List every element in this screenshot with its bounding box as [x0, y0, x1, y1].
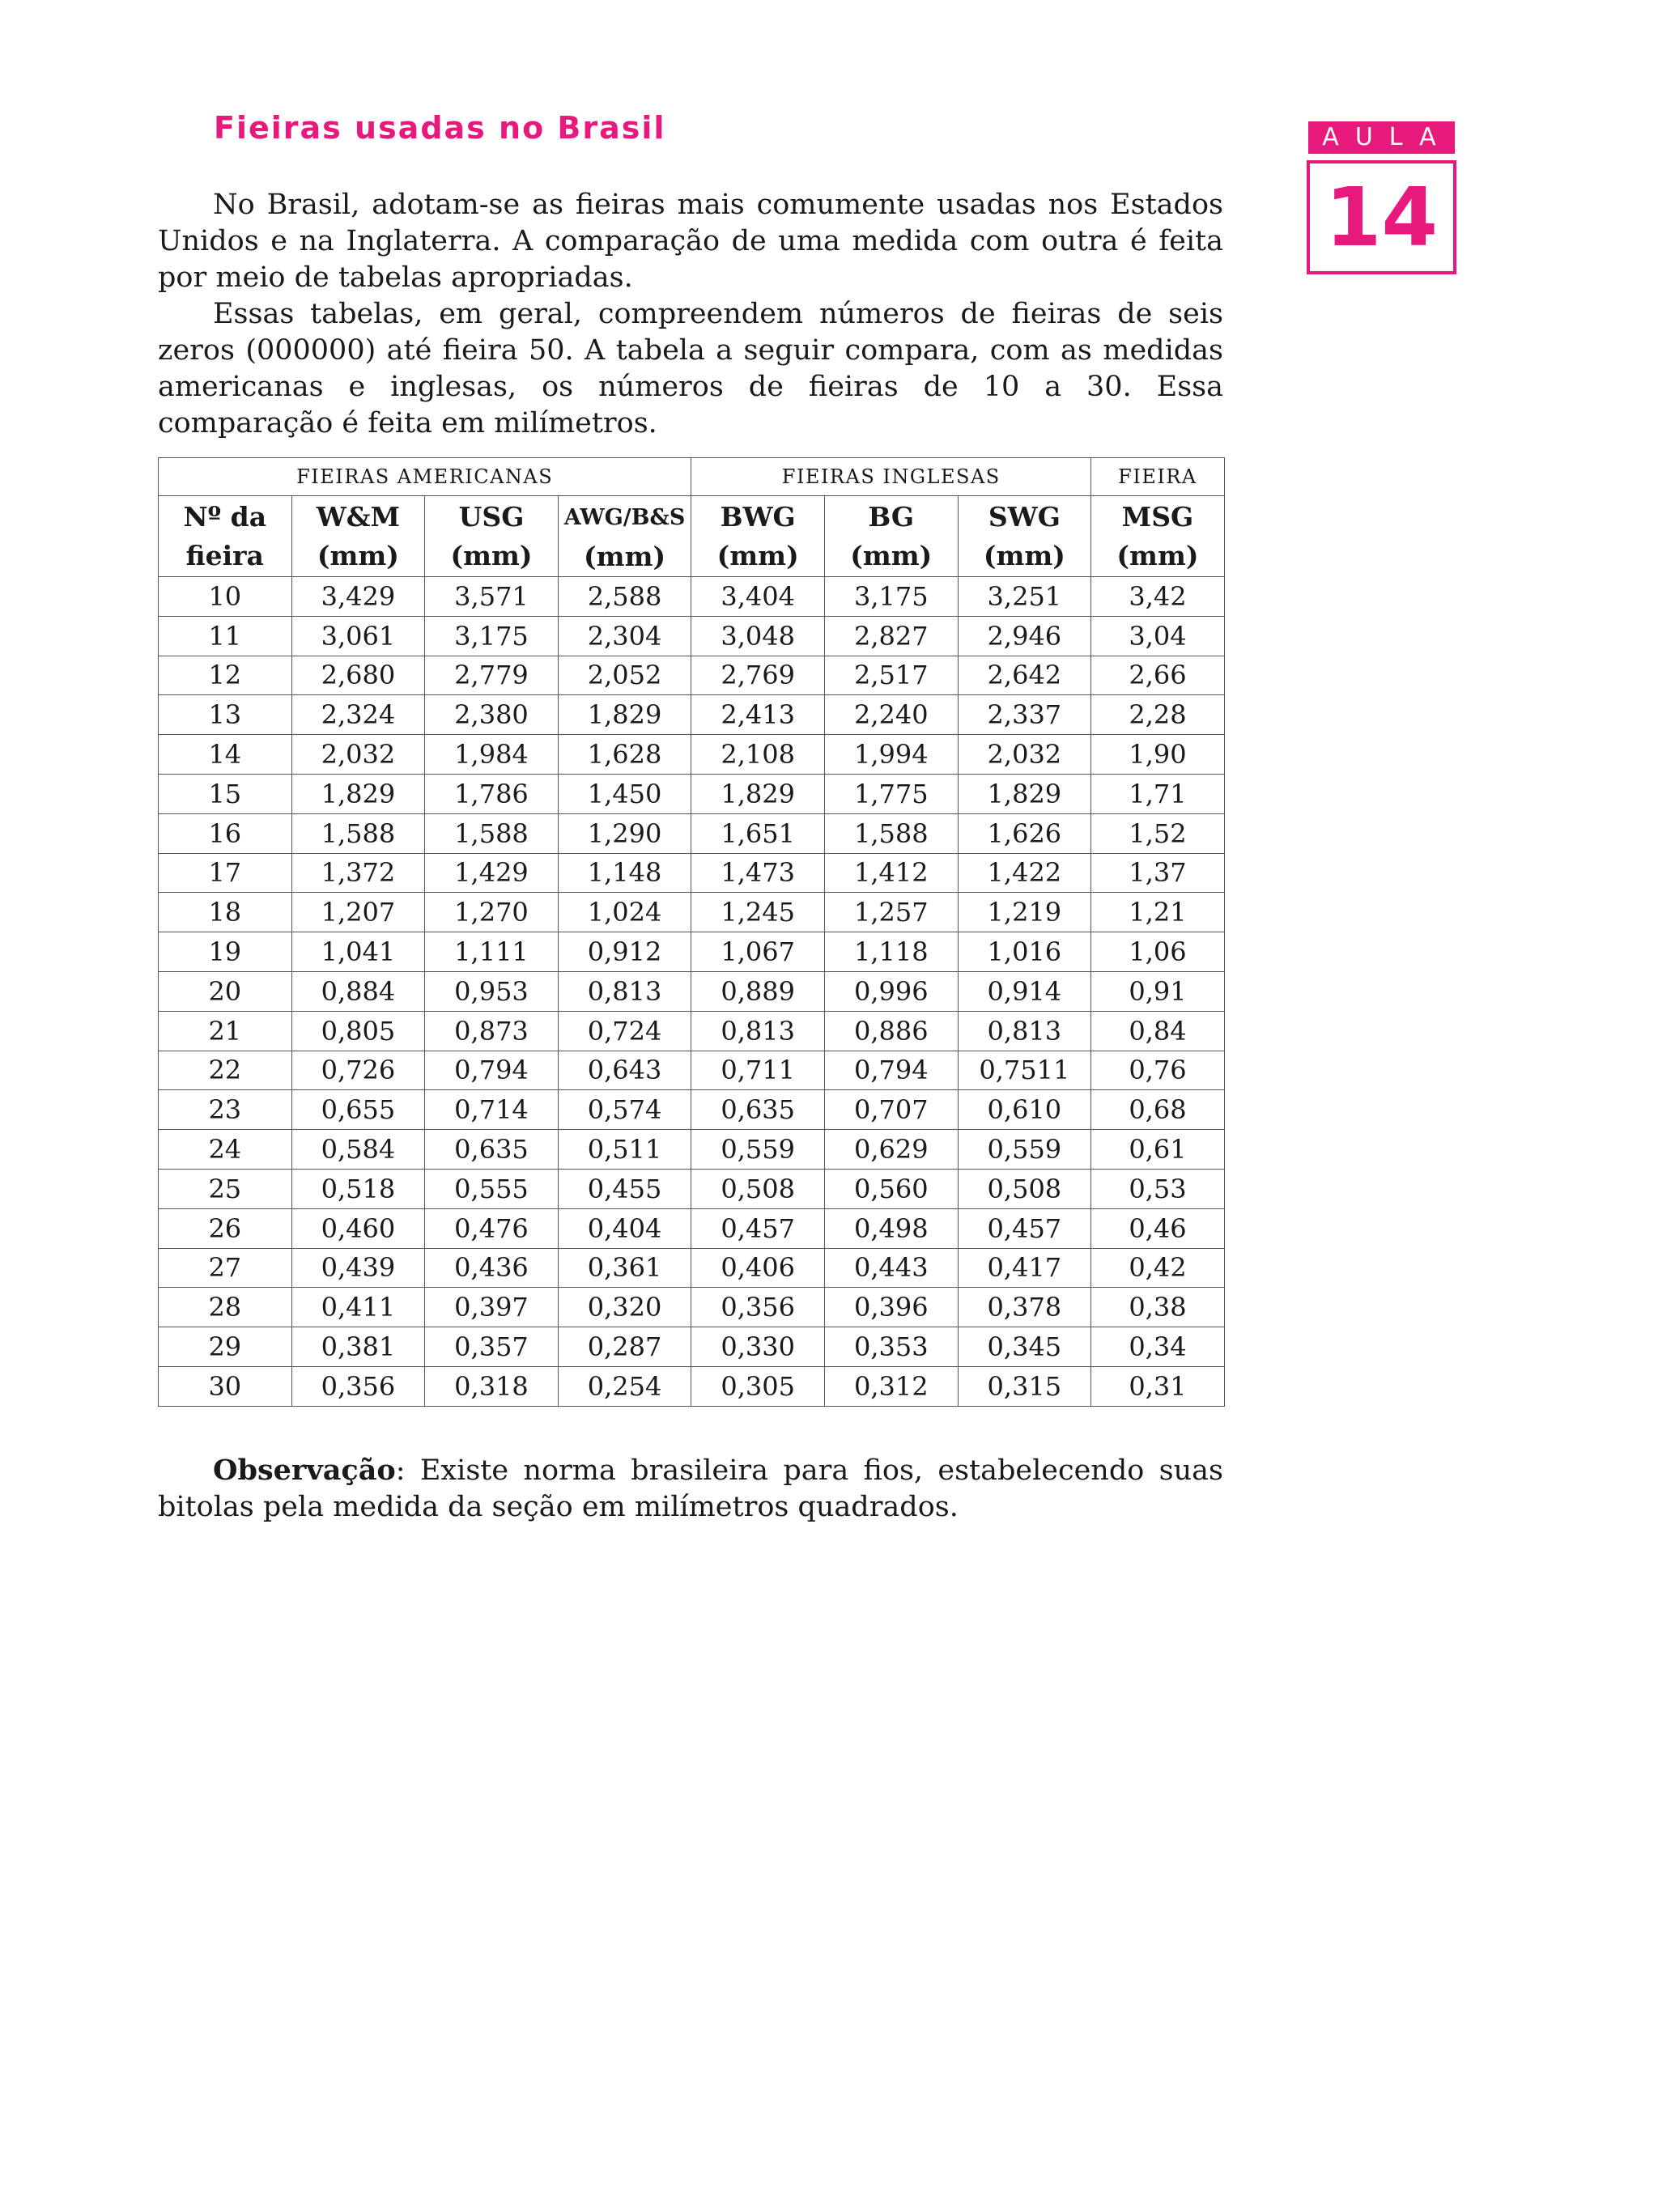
- table-cell: 1,148: [558, 853, 691, 893]
- table-cell: 1,21: [1091, 893, 1225, 932]
- table-cell: 0,330: [691, 1327, 825, 1367]
- table-cell: 0,406: [691, 1248, 825, 1288]
- table-row: [159, 1090, 1225, 1130]
- table-cell: 2,240: [824, 695, 958, 735]
- observation-label: Observação: [213, 1454, 396, 1487]
- table-cell: 1,473: [691, 853, 825, 893]
- table-cell: 1,52: [1091, 813, 1225, 853]
- table-cell: 0,356: [691, 1288, 825, 1327]
- column-header-name: BG: [868, 500, 915, 533]
- table-cell: 0,511: [558, 1130, 691, 1170]
- table-cell: 0,417: [958, 1248, 1091, 1288]
- gauge-number-cell: 10: [159, 577, 292, 617]
- table-cell: 2,769: [691, 656, 825, 695]
- table-cell: 0,353: [824, 1327, 958, 1367]
- table-cell: 0,287: [558, 1327, 691, 1367]
- table-cell: 1,290: [558, 813, 691, 853]
- column-header-bwg: [691, 496, 825, 577]
- table-cell: 0,46: [1091, 1208, 1225, 1248]
- table-cell: 0,805: [291, 1011, 425, 1051]
- table-cell: 0,455: [558, 1169, 691, 1208]
- column-header-gauge-number: [159, 496, 292, 577]
- table-cell: 2,946: [958, 616, 1091, 656]
- table-cell: 0,518: [291, 1169, 425, 1208]
- column-header-name: MSG: [1121, 500, 1194, 533]
- gauge-number-cell: 20: [159, 971, 292, 1011]
- gauge-comparison-table: [158, 457, 1225, 1407]
- table-cell: 0,31: [1091, 1366, 1225, 1406]
- table-cell: 2,413: [691, 695, 825, 735]
- table-cell: 0,457: [958, 1208, 1091, 1248]
- table-group-header-row: [159, 458, 1225, 496]
- table-cell: 0,813: [691, 1011, 825, 1051]
- table-cell: 1,90: [1091, 735, 1225, 775]
- table-cell: 0,724: [558, 1011, 691, 1051]
- table-cell: 2,032: [958, 735, 1091, 775]
- table-cell: 3,048: [691, 616, 825, 656]
- table-cell: 1,207: [291, 893, 425, 932]
- table-cell: 1,37: [1091, 853, 1225, 893]
- column-header-name: Nº da: [183, 500, 267, 533]
- table-cell: 2,680: [291, 656, 425, 695]
- table-cell: 0,635: [691, 1090, 825, 1130]
- table-row: [159, 1366, 1225, 1406]
- gauge-number-cell: 12: [159, 656, 292, 695]
- table-row: [159, 971, 1225, 1011]
- table-cell: 0,813: [958, 1011, 1091, 1051]
- column-header-name: AWG/B&S: [563, 505, 686, 530]
- column-header-name: BWG: [720, 500, 796, 533]
- table-row: [159, 1011, 1225, 1051]
- table-cell: 2,28: [1091, 695, 1225, 735]
- table-cell: 0,381: [291, 1327, 425, 1367]
- table-cell: 0,559: [958, 1130, 1091, 1170]
- table-row: [159, 893, 1225, 932]
- gauge-number-cell: 19: [159, 932, 292, 972]
- table-row: [159, 616, 1225, 656]
- intro-paragraph: No Brasil, adotam-se as fieiras mais comumente usadas nos Estados Unidos e na Inglaterra. A comparação de uma medida com outra é feita por meio de tabelas apropriadas.: [158, 189, 1223, 294]
- table-cell: 1,111: [425, 932, 559, 972]
- column-header-wm: [291, 496, 425, 577]
- table-cell: 0,643: [558, 1051, 691, 1090]
- table-body: [159, 577, 1225, 1407]
- table-cell: 1,588: [824, 813, 958, 853]
- table-cell: 1,450: [558, 774, 691, 813]
- table-cell: 2,66: [1091, 656, 1225, 695]
- table-cell: 0,629: [824, 1130, 958, 1170]
- table-cell: 0,555: [425, 1169, 559, 1208]
- column-header-unit: (mm): [850, 539, 933, 571]
- table-row: [159, 813, 1225, 853]
- table-cell: 0,361: [558, 1248, 691, 1288]
- table-cell: 1,372: [291, 853, 425, 893]
- table-row: [159, 853, 1225, 893]
- table-row: [159, 1208, 1225, 1248]
- table-cell: 2,588: [558, 577, 691, 617]
- table-cell: 0,76: [1091, 1051, 1225, 1090]
- table-cell: 2,642: [958, 656, 1091, 695]
- table-row: [159, 577, 1225, 617]
- table-cell: 0,404: [558, 1208, 691, 1248]
- table-row: [159, 1169, 1225, 1208]
- column-header-name: W&M: [316, 500, 401, 533]
- table-cell: 0,574: [558, 1090, 691, 1130]
- table-cell: 0,443: [824, 1248, 958, 1288]
- table-cell: 1,71: [1091, 774, 1225, 813]
- table-cell: 0,356: [291, 1366, 425, 1406]
- table-cell: 1,829: [291, 774, 425, 813]
- table-cell: 0,457: [691, 1208, 825, 1248]
- table-cell: 0,7511: [958, 1051, 1091, 1090]
- table-cell: 3,251: [958, 577, 1091, 617]
- gauge-number-cell: 15: [159, 774, 292, 813]
- table-cell: 0,357: [425, 1327, 559, 1367]
- column-header-unit: (mm): [1116, 539, 1199, 571]
- table-cell: 0,707: [824, 1090, 958, 1130]
- table-cell: 3,175: [425, 616, 559, 656]
- table-cell: 0,411: [291, 1288, 425, 1327]
- table-cell: 3,42: [1091, 577, 1225, 617]
- table-cell: 1,651: [691, 813, 825, 853]
- table-row: [159, 1288, 1225, 1327]
- gauge-number-cell: 28: [159, 1288, 292, 1327]
- lesson-label: AULA: [1308, 121, 1455, 154]
- table-cell: 1,219: [958, 893, 1091, 932]
- table-cell: 0,305: [691, 1366, 825, 1406]
- table-cell: 0,873: [425, 1011, 559, 1051]
- table-cell: 1,829: [691, 774, 825, 813]
- column-header-name: USG: [458, 500, 525, 533]
- table-cell: 0,34: [1091, 1327, 1225, 1367]
- column-header-unit: (mm): [317, 539, 399, 571]
- table-cell: 1,06: [1091, 932, 1225, 972]
- table-cell: 0,439: [291, 1248, 425, 1288]
- column-header-unit: (mm): [450, 539, 533, 571]
- column-header-name: SWG: [988, 500, 1061, 533]
- table-column-header-row: [159, 496, 1225, 577]
- table-cell: 1,257: [824, 893, 958, 932]
- table-cell: 0,996: [824, 971, 958, 1011]
- table-cell: 0,584: [291, 1130, 425, 1170]
- gauge-number-cell: 14: [159, 735, 292, 775]
- table-cell: 0,655: [291, 1090, 425, 1130]
- section-title: Fieiras usadas no Brasil: [214, 110, 666, 146]
- column-header-msg: [1091, 496, 1225, 577]
- table-cell: 0,42: [1091, 1248, 1225, 1288]
- table-cell: 0,953: [425, 971, 559, 1011]
- table-cell: 0,436: [425, 1248, 559, 1288]
- observation-text: : Existe norma brasileira para fios, estabelecendo suas bitolas pela medida da seção em milímetros quadrados.: [158, 1454, 1223, 1523]
- table-row: [159, 932, 1225, 972]
- table-cell: 0,914: [958, 971, 1091, 1011]
- table-cell: 1,016: [958, 932, 1091, 972]
- table-cell: 0,318: [425, 1366, 559, 1406]
- table-cell: 1,588: [425, 813, 559, 853]
- table-cell: 0,711: [691, 1051, 825, 1090]
- table-cell: 0,912: [558, 932, 691, 972]
- table-row: [159, 774, 1225, 813]
- table-cell: 0,794: [824, 1051, 958, 1090]
- lesson-number: 14: [1307, 160, 1456, 274]
- table-cell: 2,052: [558, 656, 691, 695]
- gauge-number-cell: 29: [159, 1327, 292, 1367]
- table-cell: 0,91: [1091, 971, 1225, 1011]
- gauge-number-cell: 23: [159, 1090, 292, 1130]
- table-cell: 1,067: [691, 932, 825, 972]
- gauge-number-cell: 16: [159, 813, 292, 853]
- table-row: [159, 1327, 1225, 1367]
- group-header-fieira: FIEIRA: [1091, 458, 1225, 496]
- gauge-number-cell: 30: [159, 1366, 292, 1406]
- table-cell: 1,628: [558, 735, 691, 775]
- table-cell: 0,312: [824, 1366, 958, 1406]
- table-cell: 0,714: [425, 1090, 559, 1130]
- table-cell: 2,032: [291, 735, 425, 775]
- table-cell: 0,498: [824, 1208, 958, 1248]
- table-cell: 3,04: [1091, 616, 1225, 656]
- table-cell: 0,560: [824, 1169, 958, 1208]
- table-cell: 0,508: [691, 1169, 825, 1208]
- table-cell: 1,994: [824, 735, 958, 775]
- column-header-usg: [425, 496, 559, 577]
- table-cell: 2,337: [958, 695, 1091, 735]
- gauge-number-cell: 22: [159, 1051, 292, 1090]
- table-cell: 1,984: [425, 735, 559, 775]
- table-cell: 0,315: [958, 1366, 1091, 1406]
- table-cell: 0,396: [824, 1288, 958, 1327]
- table-cell: 1,270: [425, 893, 559, 932]
- table-cell: 1,041: [291, 932, 425, 972]
- observation-paragraph: [158, 1452, 1223, 1526]
- table-cell: 3,175: [824, 577, 958, 617]
- table-cell: 2,827: [824, 616, 958, 656]
- table-cell: 2,324: [291, 695, 425, 735]
- table-cell: 1,422: [958, 853, 1091, 893]
- tables-paragraph: Essas tabelas, em geral, compreendem números de fieiras de seis zeros (000000) até fieira 50. A tabela a seguir compara, com as medidas americanas e inglesas, os números de fieiras de 10 a 30. Essa comparação é feita em milímetros.: [158, 298, 1223, 439]
- group-header-american: FIEIRAS AMERICANAS: [159, 458, 691, 496]
- table-cell: 0,320: [558, 1288, 691, 1327]
- column-header-unit: (mm): [716, 539, 799, 571]
- table-cell: 1,245: [691, 893, 825, 932]
- table-row: [159, 1130, 1225, 1170]
- table-cell: 0,68: [1091, 1090, 1225, 1130]
- table-cell: 2,108: [691, 735, 825, 775]
- table-cell: 1,829: [558, 695, 691, 735]
- table-cell: 0,38: [1091, 1288, 1225, 1327]
- gauge-number-cell: 11: [159, 616, 292, 656]
- table-cell: 0,559: [691, 1130, 825, 1170]
- table-cell: 0,397: [425, 1288, 559, 1327]
- table-cell: 1,775: [824, 774, 958, 813]
- table-cell: 3,404: [691, 577, 825, 617]
- table-cell: 1,829: [958, 774, 1091, 813]
- table-cell: 0,53: [1091, 1169, 1225, 1208]
- table-cell: 0,794: [425, 1051, 559, 1090]
- table-cell: 3,061: [291, 616, 425, 656]
- table-cell: 1,429: [425, 853, 559, 893]
- column-header-unit: (mm): [983, 539, 1065, 571]
- table-cell: 0,884: [291, 971, 425, 1011]
- table-cell: 2,380: [425, 695, 559, 735]
- gauge-number-cell: 25: [159, 1169, 292, 1208]
- gauge-number-cell: 24: [159, 1130, 292, 1170]
- column-header-awg: [558, 496, 691, 577]
- table-cell: 0,635: [425, 1130, 559, 1170]
- column-header-unit: (mm): [584, 541, 666, 572]
- table-cell: 0,476: [425, 1208, 559, 1248]
- gauge-number-cell: 13: [159, 695, 292, 735]
- table-row: [159, 1248, 1225, 1288]
- table-cell: 0,345: [958, 1327, 1091, 1367]
- table-cell: 3,571: [425, 577, 559, 617]
- table-row: [159, 735, 1225, 775]
- table-cell: 0,610: [958, 1090, 1091, 1130]
- table-cell: 0,378: [958, 1288, 1091, 1327]
- gauge-number-cell: 21: [159, 1011, 292, 1051]
- table-cell: 3,429: [291, 577, 425, 617]
- column-header-unit: fieira: [185, 539, 264, 571]
- table-row: [159, 1051, 1225, 1090]
- table-cell: 2,517: [824, 656, 958, 695]
- table-cell: 1,412: [824, 853, 958, 893]
- table-cell: 1,588: [291, 813, 425, 853]
- gauge-number-cell: 17: [159, 853, 292, 893]
- table-row: [159, 656, 1225, 695]
- column-header-swg: [958, 496, 1091, 577]
- table-cell: 0,460: [291, 1208, 425, 1248]
- table-cell: 0,84: [1091, 1011, 1225, 1051]
- table-cell: 0,254: [558, 1366, 691, 1406]
- table-cell: 1,626: [958, 813, 1091, 853]
- table-cell: 0,726: [291, 1051, 425, 1090]
- table-cell: 1,118: [824, 932, 958, 972]
- table-cell: 0,813: [558, 971, 691, 1011]
- group-header-english: FIEIRAS INGLESAS: [691, 458, 1091, 496]
- table-cell: 0,889: [691, 971, 825, 1011]
- table-cell: 1,024: [558, 893, 691, 932]
- table-cell: 0,508: [958, 1169, 1091, 1208]
- table-cell: 1,786: [425, 774, 559, 813]
- column-header-bg: [824, 496, 958, 577]
- table-row: [159, 695, 1225, 735]
- table-cell: 2,304: [558, 616, 691, 656]
- table-cell: 0,61: [1091, 1130, 1225, 1170]
- gauge-number-cell: 18: [159, 893, 292, 932]
- gauge-number-cell: 26: [159, 1208, 292, 1248]
- table-cell: 2,779: [425, 656, 559, 695]
- gauge-number-cell: 27: [159, 1248, 292, 1288]
- table-cell: 0,886: [824, 1011, 958, 1051]
